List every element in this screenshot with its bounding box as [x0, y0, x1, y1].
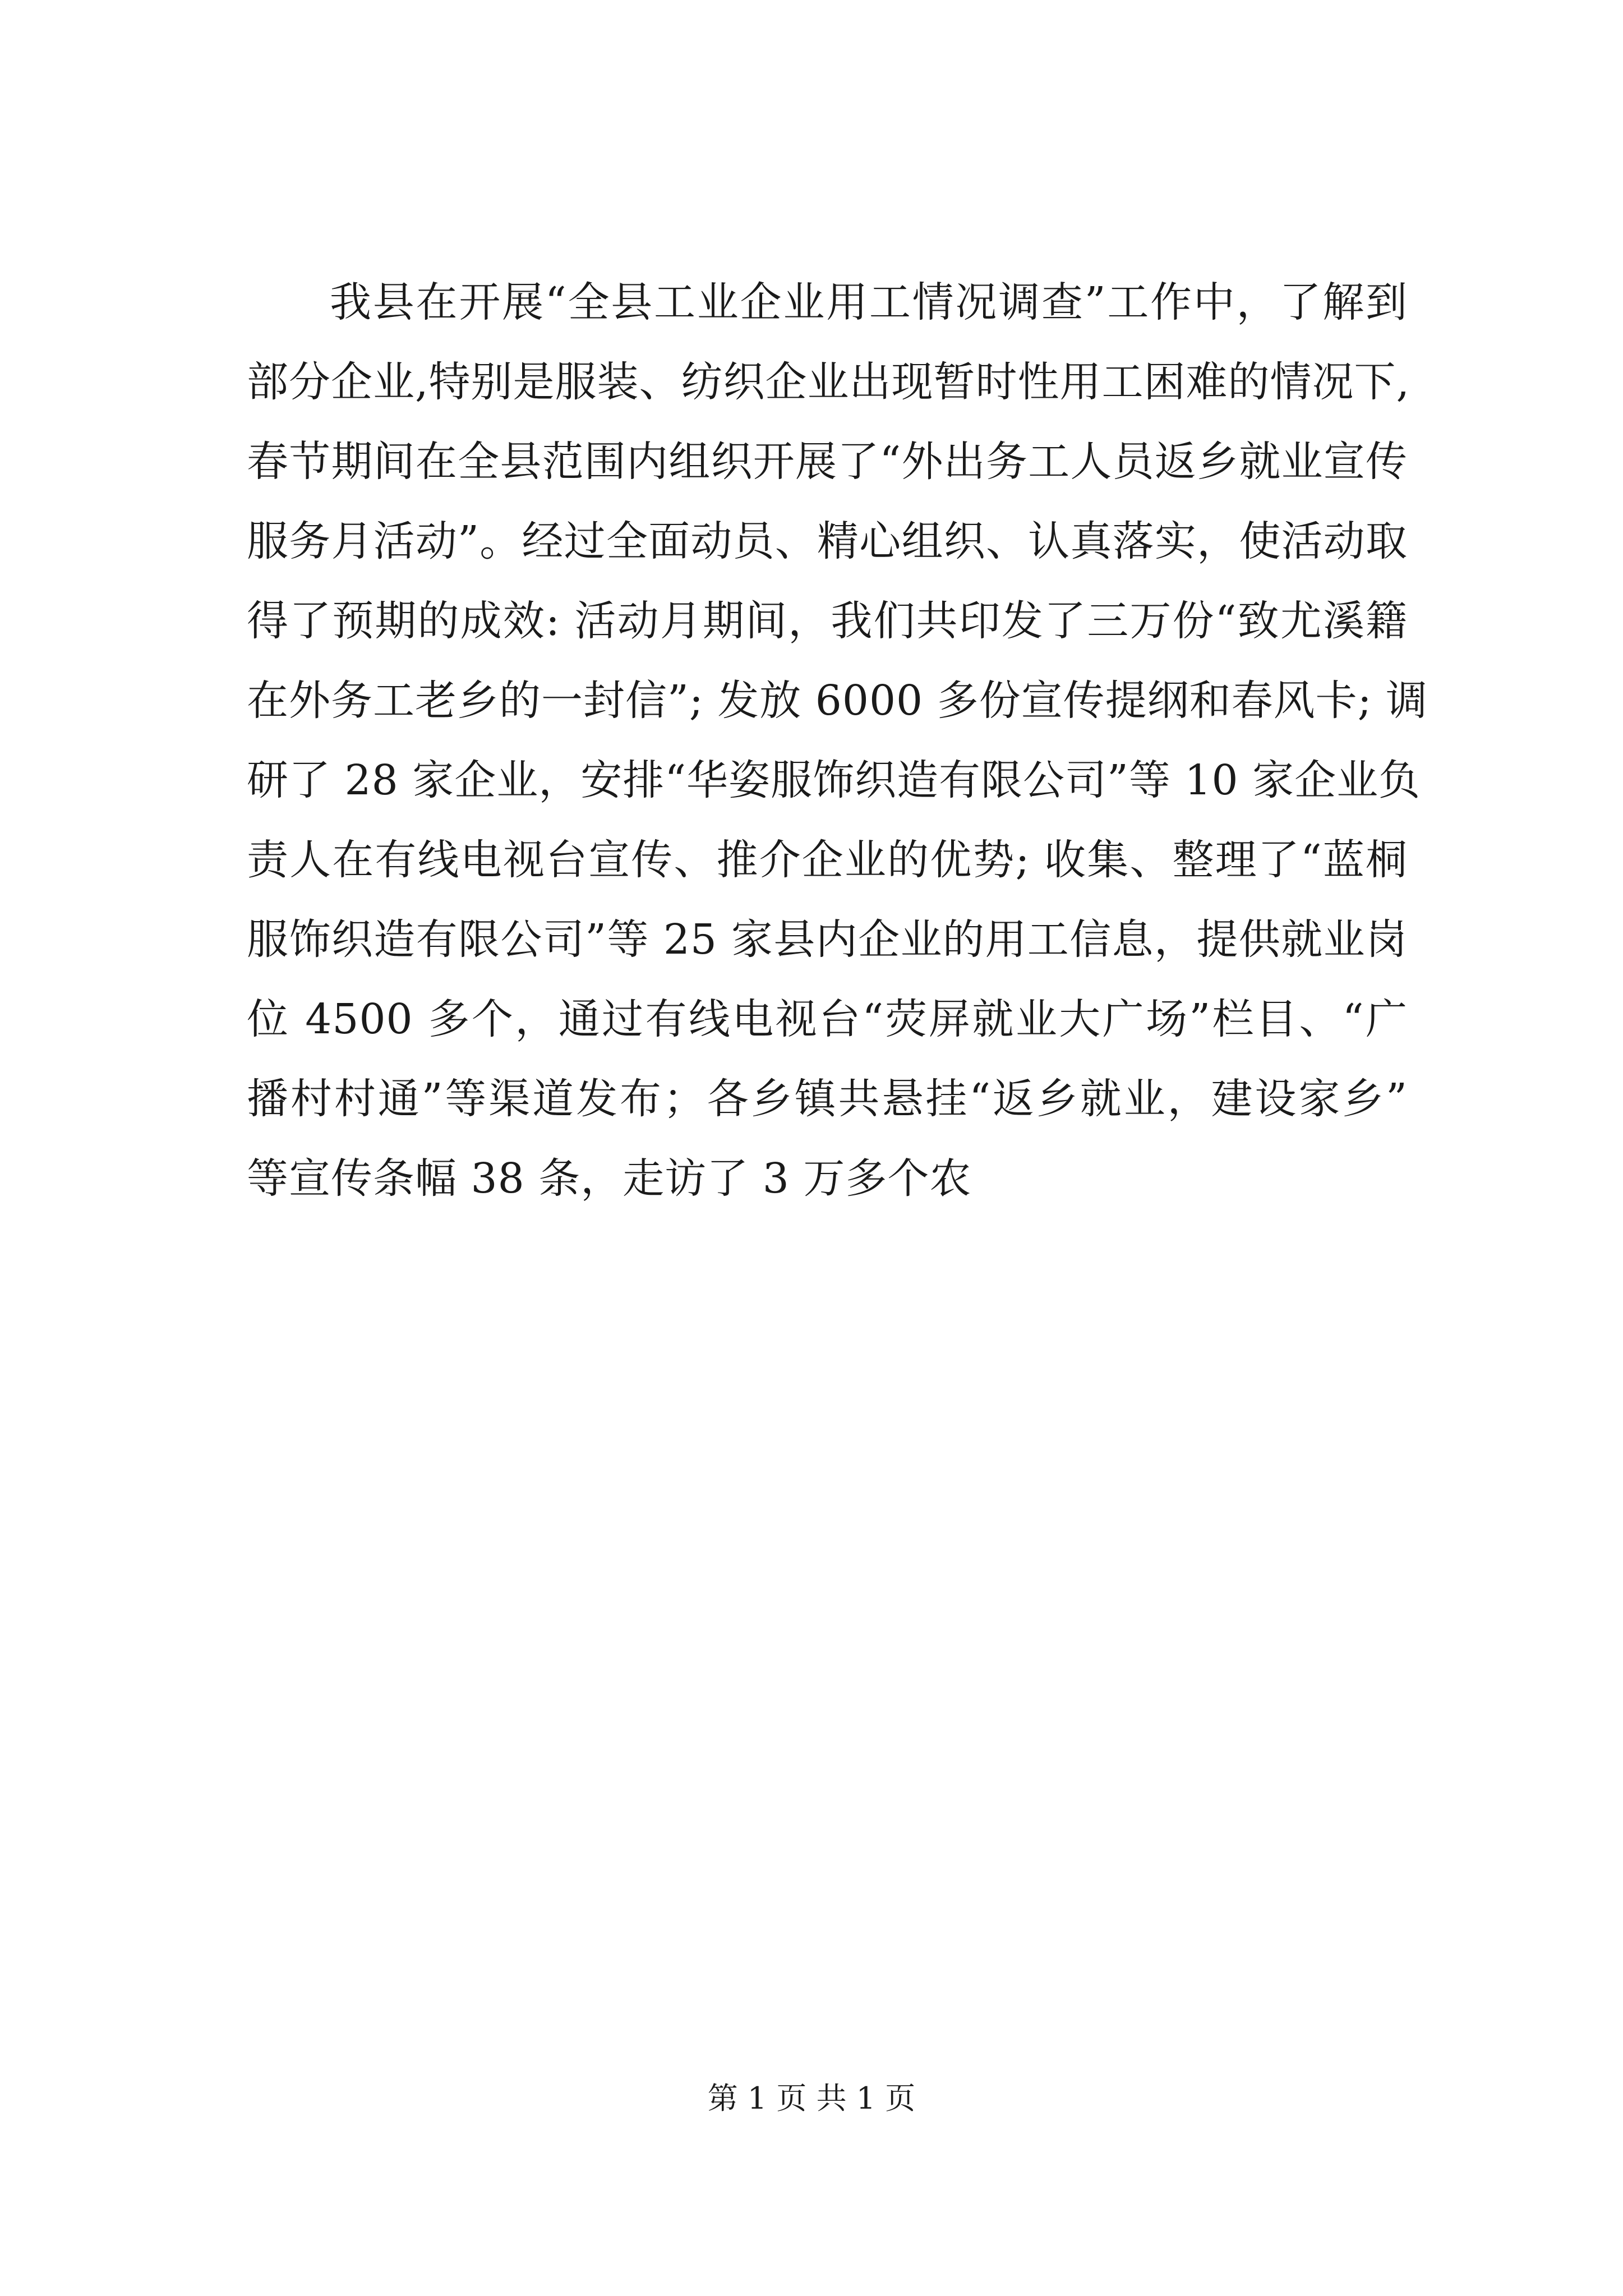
paragraph-line: 研了 28 家企业，安排“华姿服饰织造有限公司”等 10 家企业负 [247, 756, 1421, 804]
paragraph-line: 等宣传条幅 38 条，走访了 3 万多个农 [247, 1154, 972, 1203]
paragraph-line: 春节期间在全县范围内组织开展了“外出务工人员返乡就业宣传 [247, 438, 1408, 486]
paragraph-line: 部分企业,特别是服装、纺织企业出现暂时性用工困难的情况下, [247, 358, 1410, 406]
body-paragraph [247, 263, 1428, 1218]
paragraph-line: 服务月活动”。经过全面动员、精心组织、认真落实，使活动取 [247, 517, 1408, 565]
paragraph-line: 播村村通”等渠道发布；各乡镇共悬挂“返乡就业，建设家乡” [247, 1075, 1408, 1123]
paragraph-line: 得了预期的成效: 活动月期间，我们共印发了三万份“致尤溪籍 [247, 597, 1408, 645]
page-number-footer: 第 1 页 共 1 页 [707, 2081, 916, 2116]
paragraph-line: 在外务工老乡的一封信”; 发放 6000 多份宣传提纲和春风卡; 调 [247, 677, 1428, 725]
paragraph-line: 责人在有线电视台宣传、推介企业的优势; 收集、整理了“蓝桐 [247, 836, 1408, 884]
paragraph-line: 我县在开展“全县工业企业用工情况调查”工作中，了解到 [330, 278, 1408, 326]
paragraph-line: 位 4500 多个，通过有线电视台“荧屏就业大广场”栏目、“广 [247, 995, 1408, 1043]
paragraph-line: 服饰织造有限公司”等 25 家县内企业的用工信息，提供就业岗 [247, 915, 1408, 964]
